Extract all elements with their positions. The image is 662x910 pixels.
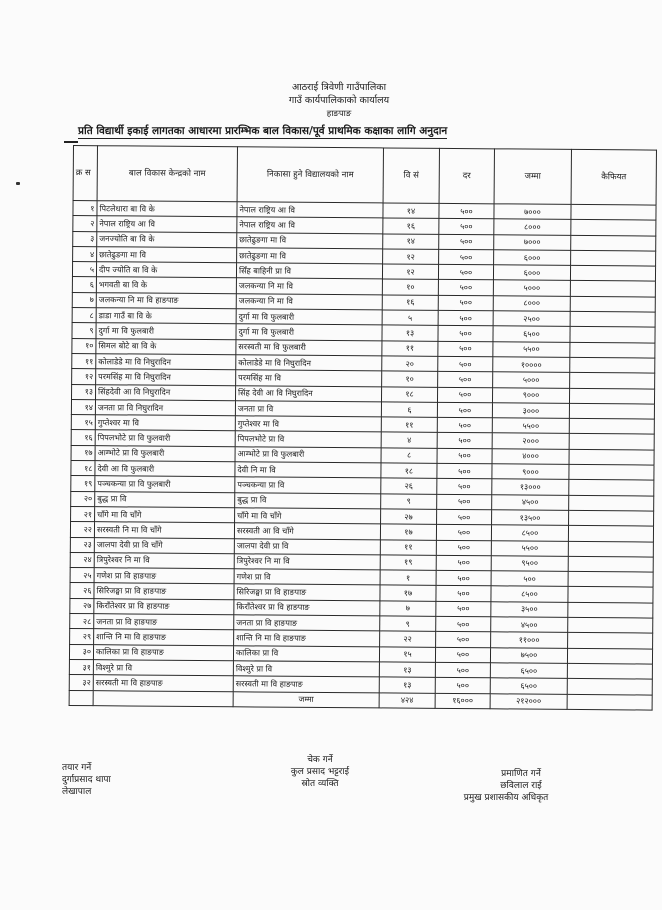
row-serial: २४ xyxy=(70,552,94,567)
row-remarks xyxy=(571,204,656,220)
row-students: २० xyxy=(382,356,438,372)
row-students: २२ xyxy=(380,631,436,647)
row-students: १६ xyxy=(382,295,438,311)
row-rate: ५०० xyxy=(439,219,494,235)
prepared-by-block xyxy=(62,762,111,798)
row-school-name: परमसिंह मा वि xyxy=(236,370,382,386)
row-school-name: आम्भोटे प्रा वि फुलबारी xyxy=(235,447,381,463)
row-students: १ xyxy=(380,570,436,586)
row-students: १७ xyxy=(380,524,436,540)
row-remarks xyxy=(570,296,655,312)
row-serial: २३ xyxy=(70,537,94,552)
row-remarks xyxy=(568,556,653,572)
row-total: ६५०० xyxy=(490,678,567,694)
row-total: ७००० xyxy=(494,234,571,250)
row-centre-name: सिंहदेवी आ वि निघुरादिन xyxy=(96,384,236,400)
row-total: ७००० xyxy=(494,204,571,220)
row-rate: ५०० xyxy=(437,463,492,479)
row-serial: ५ xyxy=(72,262,96,277)
row-total: ६००० xyxy=(494,250,571,266)
row-total: ७५०० xyxy=(490,647,567,663)
row-remarks xyxy=(571,235,656,251)
row-rate: ५०० xyxy=(437,433,492,449)
row-remarks xyxy=(570,281,655,297)
row-serial: ६ xyxy=(72,277,96,292)
row-remarks xyxy=(568,541,653,557)
prepared-role: तयार गर्ने xyxy=(62,763,92,773)
row-school-name: पञ्चकन्या प्रा वि xyxy=(235,477,381,493)
table-header-row xyxy=(73,146,656,206)
row-students: १३ xyxy=(382,325,438,341)
row-serial: ७ xyxy=(72,292,96,307)
row-students: १२ xyxy=(383,249,439,265)
row-remarks xyxy=(569,464,654,480)
row-centre-name: चाँगे मा वि चाँगे xyxy=(95,507,235,523)
row-centre-name: सिमल बोटे बा वि के xyxy=(96,338,236,354)
row-rate: ५०० xyxy=(437,509,492,525)
header-school-name: निकासा हुने विद्यालयको नाम xyxy=(237,147,383,203)
office-name: आठराई त्रिवेणी गाउँपालिका xyxy=(291,82,387,93)
row-school-name: विश्मुरे प्रा वि xyxy=(233,661,379,677)
header-total: जम्मा xyxy=(494,149,571,205)
row-total: १३५०० xyxy=(492,510,569,526)
row-total: ४५०० xyxy=(491,617,568,633)
row-remarks xyxy=(569,495,654,511)
row-students: १५ xyxy=(379,647,435,663)
row-remarks xyxy=(569,510,654,526)
row-rate: ५०० xyxy=(436,525,491,541)
row-rate: ५०० xyxy=(437,448,492,464)
row-school-name: जलकन्या नि मा वि xyxy=(236,278,382,294)
row-remarks xyxy=(570,357,655,373)
row-students: १३ xyxy=(379,677,435,693)
row-centre-name: त्रिपुरेश्वर नि मा वि xyxy=(94,553,234,569)
row-remarks xyxy=(569,434,654,450)
document-title: प्रति विद्यार्थी इकाई लागतका आधारमा प्रारम्भिक बाल विकास/पूर्व प्राथमिक कक्षाका लागि अनुदान xyxy=(78,125,448,137)
row-students: १० xyxy=(382,279,438,295)
row-remarks xyxy=(569,480,654,496)
row-rate: ५०० xyxy=(435,662,490,678)
row-school-name: छातेढुङगा मा वि xyxy=(237,232,383,248)
scan-speck xyxy=(16,182,20,185)
row-serial: २ xyxy=(73,216,97,231)
approved-by-block xyxy=(456,768,586,804)
row-rate: ५०० xyxy=(438,295,493,311)
row-school-name: देवी नि मा वि xyxy=(235,462,381,478)
row-centre-name: शान्ति नि मा वि हाङपाङ xyxy=(94,629,234,645)
row-centre-name: भगवती बा वि के xyxy=(96,277,236,293)
row-school-name: नेपाल राष्ट्रिय आ वि xyxy=(237,202,383,218)
row-total: ९००० xyxy=(492,387,569,403)
row-serial: २५ xyxy=(70,568,94,583)
row-rate: ५०० xyxy=(437,494,492,510)
approved-role: प्रमाणित गर्ने xyxy=(501,769,541,779)
row-school-name: गणेश प्रा वि xyxy=(234,569,380,585)
row-total: २५०० xyxy=(493,311,570,327)
row-rate: ५०० xyxy=(438,372,493,388)
row-school-name: पिपलभोटे प्रा वि xyxy=(235,431,381,447)
row-total: ५००० xyxy=(493,372,570,388)
row-centre-name: सरस्वती नि मा वि चाँगे xyxy=(94,522,234,538)
row-school-name: शान्ति नि मा वि हाङपाङ xyxy=(234,630,380,646)
row-serial: २१ xyxy=(71,506,95,521)
row-total: ८००० xyxy=(493,296,570,312)
row-serial: ३२ xyxy=(69,675,93,690)
row-rate: ५०० xyxy=(436,601,491,617)
row-students: ९ xyxy=(381,494,437,510)
row-rate: ५०० xyxy=(439,234,494,250)
row-serial: ३ xyxy=(73,231,97,246)
office-subtitle: गाउँ कार्यपालिकाको कार्यालय xyxy=(288,95,390,106)
row-students: १४ xyxy=(383,203,439,219)
row-school-name: सरस्वती आ वि चाँगे xyxy=(234,523,380,539)
row-serial: २६ xyxy=(70,583,94,598)
row-students: ११ xyxy=(381,417,437,433)
row-remarks xyxy=(568,617,653,633)
total-rate: १६००० xyxy=(435,693,490,709)
row-students: १२ xyxy=(382,264,438,280)
row-school-name: गुप्तेश्वर मा वि xyxy=(235,416,381,432)
total-label: जम्मा xyxy=(233,691,379,707)
row-total: ६५०० xyxy=(490,663,567,679)
checked-name: कुल प्रसाद भट्टराई xyxy=(290,767,350,777)
row-centre-name: दीप ज्योति बा वि के xyxy=(96,262,236,278)
row-total: ८५०० xyxy=(491,525,568,541)
row-serial: २७ xyxy=(70,598,94,613)
row-school-name: किराँतेश्वर प्रा वि हाङपाङ xyxy=(234,599,380,615)
row-centre-name: देवी आ वि फुलबारी xyxy=(95,461,235,477)
row-students: ११ xyxy=(382,341,438,357)
row-rate: ५०० xyxy=(438,341,493,357)
row-rate: ५०० xyxy=(438,280,493,296)
row-remarks xyxy=(571,250,656,266)
row-remarks xyxy=(570,342,655,358)
row-total: १३००० xyxy=(492,479,569,495)
row-total: ५५०० xyxy=(492,418,569,434)
row-students: १९ xyxy=(380,555,436,571)
row-rate: ५०० xyxy=(436,586,491,602)
row-remarks xyxy=(567,648,652,664)
row-total: ८००० xyxy=(494,219,571,235)
row-serial: ३० xyxy=(69,644,93,659)
row-centre-name: गुप्तेश्वर मा वि xyxy=(95,415,235,431)
row-centre-name: कालिका प्रा वि हाङपाङ xyxy=(93,644,233,660)
row-school-name: सरस्वती मा वि फुलबारी xyxy=(236,339,382,355)
row-total: ५५०० xyxy=(491,540,568,556)
title-underline-mark xyxy=(64,141,78,143)
row-students: १३ xyxy=(379,662,435,678)
row-school-name: दुर्गा मा वि फुलबारी xyxy=(236,324,382,340)
row-centre-name: जालपा देवी प्रा वि चाँगे xyxy=(94,537,234,553)
row-students: ६ xyxy=(381,402,437,418)
row-remarks xyxy=(570,311,655,327)
row-rate: ५०० xyxy=(436,540,491,556)
row-centre-name: जनता प्रा वि हाङपाङ xyxy=(94,614,234,630)
row-remarks xyxy=(568,633,653,649)
checked-by-block xyxy=(250,754,390,790)
row-remarks xyxy=(571,220,656,236)
row-rate: ५०० xyxy=(438,326,493,342)
header-remarks: कैफियत xyxy=(571,149,656,205)
row-school-name: दुर्गा मा वि फुलबारी xyxy=(236,309,382,325)
row-serial: ९ xyxy=(72,323,96,338)
row-remarks xyxy=(570,327,655,343)
row-remarks xyxy=(567,663,652,679)
row-rate: ५०० xyxy=(436,632,491,648)
row-remarks xyxy=(569,419,654,435)
row-serial: २८ xyxy=(70,614,94,629)
row-remarks xyxy=(568,572,653,588)
row-total: ३००० xyxy=(492,403,569,419)
row-serial: १ xyxy=(73,201,97,216)
row-school-name: जालपा देवी प्रा वि xyxy=(234,538,380,554)
row-students: २७ xyxy=(381,509,437,525)
row-school-name: सिंह देवी आ वि निघुरादिन xyxy=(235,385,381,401)
prepared-name: दुर्गाप्रसाद थापा xyxy=(62,775,111,785)
row-total: ९५०० xyxy=(491,556,568,572)
row-centre-name: छातेढुङगा मा वि xyxy=(97,247,237,263)
row-rate: ५०० xyxy=(438,356,493,372)
row-centre-name: बुद्ध प्रा वि xyxy=(95,491,235,507)
row-remarks xyxy=(569,449,654,465)
row-centre-name: जनता प्रा वि निघुरादिन xyxy=(95,400,235,416)
row-centre-name: सरस्वती मा वि हाङपाङ xyxy=(93,675,233,691)
header-serial: क्र स xyxy=(73,146,97,201)
total-students: ४२४ xyxy=(379,692,435,708)
row-centre-name: पञ्चकन्या प्रा वि फुलबारी xyxy=(95,476,235,492)
row-total: ३५०० xyxy=(491,602,568,618)
row-serial: १४ xyxy=(71,399,95,414)
row-school-name: बुद्ध प्रा वि xyxy=(235,492,381,508)
row-rate: ५०० xyxy=(438,265,493,281)
row-students: २६ xyxy=(381,478,437,494)
row-serial: १९ xyxy=(71,476,95,491)
row-serial: १६ xyxy=(71,430,95,445)
row-school-name: सिँह बाहिनी प्रा वि xyxy=(236,263,382,279)
row-remarks xyxy=(568,526,653,542)
row-serial: १५ xyxy=(71,415,95,430)
row-serial: ११ xyxy=(72,353,96,368)
row-school-name: जनता प्रा वि xyxy=(235,401,381,417)
total-empty-cell xyxy=(93,690,233,706)
row-centre-name: विश्मुरे प्रा वि xyxy=(93,660,233,676)
row-centre-name: गणेश प्रा वि हाङपाङ xyxy=(94,568,234,584)
total-amount: २१२००० xyxy=(490,693,567,709)
row-students: १८ xyxy=(381,463,437,479)
row-students: १४ xyxy=(383,234,439,250)
row-students: ५ xyxy=(382,310,438,326)
row-total: ९००० xyxy=(492,464,569,480)
approved-name: छविलाल राई xyxy=(500,781,542,791)
row-centre-name: दुर्गा मा वि फुलबारी xyxy=(96,323,236,339)
row-remarks xyxy=(568,602,653,618)
checked-title: स्रोत व्यक्ति xyxy=(301,779,339,789)
row-students: ९ xyxy=(380,616,436,632)
row-serial: २२ xyxy=(70,522,94,537)
row-school-name: छातेढुङगा मा वि xyxy=(237,248,383,264)
row-total: ४००० xyxy=(492,449,569,465)
table-total-row xyxy=(69,690,652,710)
prepared-title: लेखापाल xyxy=(62,787,92,797)
approved-title: प्रमुख प्रशासकीय अधिकृत xyxy=(463,793,549,803)
row-total: ४५०० xyxy=(492,494,569,510)
row-centre-name: सिरिजङ्घा प्रा वि हाङपाङ xyxy=(94,583,234,599)
row-centre-name: पिपलभोटे प्रा वि फुलवारी xyxy=(95,430,235,446)
row-rate: ५०० xyxy=(435,647,490,663)
row-total: १०००० xyxy=(493,357,570,373)
row-rate: ५०० xyxy=(437,387,492,403)
row-total: ५००० xyxy=(493,280,570,296)
row-students: ७ xyxy=(380,601,436,617)
row-school-name: जनता प्रा वि हाङपाङ xyxy=(234,615,380,631)
row-serial: १७ xyxy=(71,445,95,460)
row-school-name: नेपाल राष्ट्रिय आ वि xyxy=(237,217,383,233)
row-centre-name: डाडा गाउँ बा वि के xyxy=(96,308,236,324)
row-serial: १२ xyxy=(72,369,96,384)
row-centre-name: जनज्योति बा वि के xyxy=(97,231,237,247)
row-serial: १० xyxy=(72,338,96,353)
row-total: ११००० xyxy=(491,632,568,648)
checked-role: चेक गर्ने xyxy=(307,755,333,765)
row-school-name: सिरिजङ्घा प्रा वि हाङपाङ xyxy=(234,584,380,600)
header-rate: दर xyxy=(439,148,494,203)
row-school-name: कालिका प्रा वि xyxy=(233,645,379,661)
row-students: १० xyxy=(382,371,438,387)
row-rate: ५०० xyxy=(437,479,492,495)
row-school-name: सरस्वती मा वि हाङपाङ xyxy=(233,676,379,692)
row-serial: २० xyxy=(71,491,95,506)
row-serial: १८ xyxy=(71,461,95,476)
row-centre-name: नेपाल राष्ट्रिय आ वि xyxy=(97,216,237,232)
row-rate: ५०० xyxy=(437,402,492,418)
row-students: १८ xyxy=(381,386,437,402)
row-total: २००० xyxy=(492,433,569,449)
row-rate: ५०० xyxy=(439,249,494,265)
row-rate: ५०० xyxy=(436,570,491,586)
row-total: ५०० xyxy=(491,571,568,587)
row-students: १६ xyxy=(383,218,439,234)
row-centre-name: आम्भोटे प्रा वि फुलबारी xyxy=(95,445,235,461)
row-school-name: कोलाडेडे मा वि निघुरादिन xyxy=(236,355,382,371)
row-remarks xyxy=(570,373,655,389)
row-centre-name: पिटलेधारा बा वि के xyxy=(97,201,237,217)
row-serial: ३१ xyxy=(69,659,93,674)
total-empty-cell xyxy=(69,690,93,705)
row-total: ६५०० xyxy=(493,326,570,342)
row-rate: ५०० xyxy=(437,418,492,434)
row-rate: ५०० xyxy=(439,203,494,219)
row-students: ४ xyxy=(381,432,437,448)
row-remarks xyxy=(570,266,655,282)
row-total: ८५०० xyxy=(491,586,568,602)
row-students: ८ xyxy=(381,448,437,464)
row-centre-name: जलकन्या नि मा वि हाङपाङ xyxy=(96,292,236,308)
row-serial: १३ xyxy=(72,384,96,399)
total-remarks xyxy=(567,694,652,710)
row-remarks xyxy=(567,679,652,695)
row-school-name: त्रिपुरेश्वर नि मा वि xyxy=(234,554,380,570)
row-total: ५५०० xyxy=(493,341,570,357)
row-remarks xyxy=(569,403,654,419)
row-school-name: जलकन्या नि मा वि xyxy=(236,294,382,310)
row-centre-name: परमसिंह मा वि निघुरादिन xyxy=(96,369,236,385)
row-remarks xyxy=(568,587,653,603)
row-rate: ५०० xyxy=(435,678,490,694)
row-total: ६००० xyxy=(493,265,570,281)
row-rate: ५०० xyxy=(436,616,491,632)
row-centre-name: कोलाडेडे मा वि निघुरादिन xyxy=(96,354,236,370)
header-centre-name: बाल विकास केन्द्रको नाम xyxy=(97,146,237,202)
header-students: वि सं xyxy=(383,148,439,203)
row-serial: ८ xyxy=(72,308,96,323)
row-centre-name: किराँतेश्वर प्रा वि हाङपाङ xyxy=(94,598,234,614)
row-school-name: चाँगे मा वि चाँगे xyxy=(235,508,381,524)
row-rate: ५०० xyxy=(436,555,491,571)
row-remarks xyxy=(569,388,654,404)
office-location: हाङपाङ xyxy=(326,109,352,119)
row-students: ११ xyxy=(380,539,436,555)
row-rate: ५०० xyxy=(438,310,493,326)
row-students: १७ xyxy=(380,585,436,601)
grant-table xyxy=(69,145,657,710)
row-serial: ४ xyxy=(73,246,97,261)
row-serial: २९ xyxy=(70,629,94,644)
